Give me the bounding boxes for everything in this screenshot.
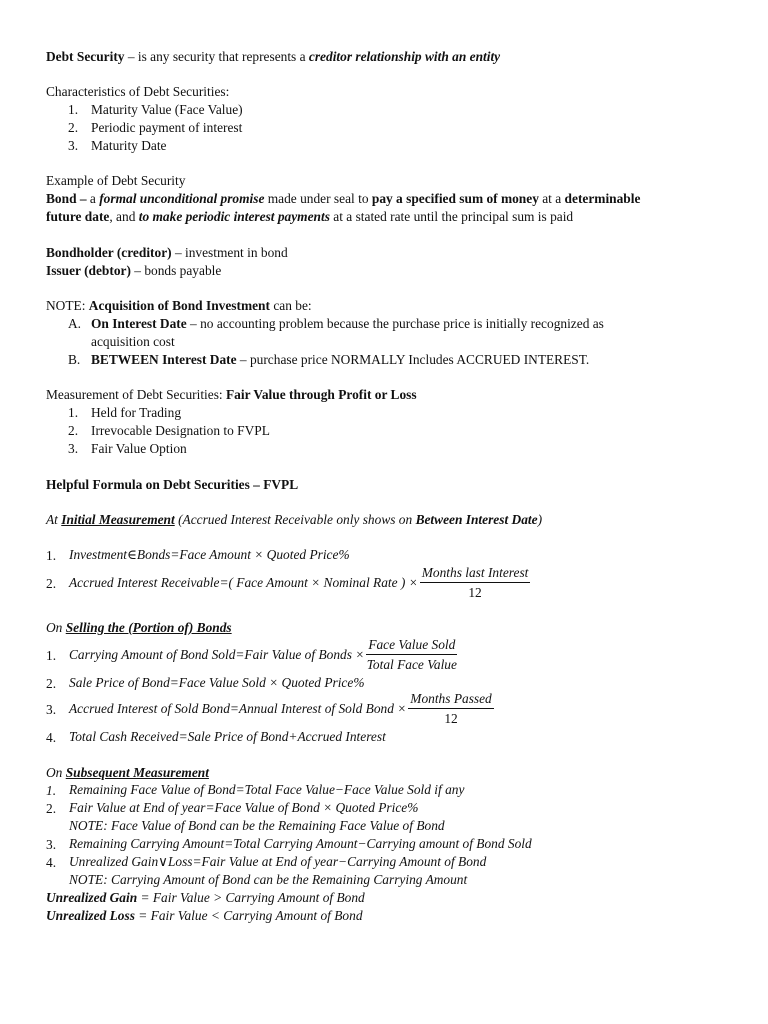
- term: Unrealized Gain: [46, 890, 138, 905]
- formula-text: Accrued Interest of Sold Bond=Annual Interest of Sold Bond ×: [69, 701, 407, 716]
- example-heading: Example of Debt Security: [46, 173, 186, 188]
- face-value-note: NOTE: Face Value of Bond can be the Remaining Face Value of Bond: [69, 818, 445, 833]
- section-title: Initial Measurement: [61, 512, 175, 527]
- bond-definition-line2: [46, 208, 573, 225]
- list-item-continuation: acquisition cost: [91, 334, 175, 349]
- text: On: [46, 765, 66, 780]
- formula-accrued-interest-sold: [69, 690, 494, 727]
- formula-number: 1.: [46, 648, 57, 663]
- formula-remaining-carrying: Remaining Carrying Amount=Total Carrying Amount−Carrying amount of Bond Sold: [69, 836, 532, 851]
- formula-number: 2.: [46, 801, 57, 816]
- formula-number: 4.: [46, 730, 57, 745]
- term: Bond –: [46, 191, 90, 206]
- list-item: Maturity Value (Face Value): [91, 102, 243, 117]
- definition-text: – is any security that represents a: [124, 49, 309, 64]
- formula-accrued-interest: [69, 564, 530, 601]
- term: BETWEEN Interest Date: [91, 352, 237, 367]
- numerator: Months last Interest: [420, 564, 531, 583]
- list-letter: A.: [68, 316, 82, 331]
- term: Bondholder (creditor): [46, 245, 172, 260]
- denominator: 12: [444, 711, 458, 726]
- formula-number: 4.: [46, 855, 57, 870]
- list-number: 3.: [68, 138, 79, 153]
- helpful-formula-title: Helpful Formula on Debt Securities – FVPL: [46, 477, 299, 492]
- list-item: Irrevocable Designation to FVPL: [91, 423, 270, 438]
- section-title: Subsequent Measurement: [65, 765, 209, 780]
- list-number: 2.: [68, 423, 79, 438]
- emphasis: formal unconditional promise: [99, 191, 265, 206]
- numerator: Months Passed: [408, 690, 493, 709]
- text: ): [537, 512, 543, 527]
- formula-total-cash: Total Cash Received=Sale Price of Bond+Accrued Interest: [69, 729, 386, 744]
- emphasis: Between Interest Date: [415, 512, 538, 527]
- text: On: [46, 620, 66, 635]
- term: Unrealized Loss: [46, 908, 135, 923]
- denominator: Total Face Value: [366, 657, 457, 672]
- formula-number: 2.: [46, 676, 57, 691]
- text: – no accounting problem because the purchase price is initially recognized as: [186, 316, 604, 331]
- list-item: [91, 315, 604, 332]
- formula-number: 3.: [46, 837, 57, 852]
- formula-number: 1.: [46, 548, 57, 563]
- list-item: Held for Trading: [91, 405, 182, 420]
- text: a: [89, 191, 100, 206]
- section-title: Selling the (Portion of) Bonds: [65, 620, 232, 635]
- list-item: Periodic payment of interest: [91, 120, 243, 135]
- unrealized-loss-line: [46, 907, 363, 924]
- text: = Fair Value > Carrying Amount of Bond: [137, 890, 365, 905]
- text: = Fair Value < Carrying Amount of Bond: [134, 908, 363, 923]
- text: NOTE:: [46, 298, 89, 313]
- formula-text: Carrying Amount of Bond Sold=Fair Value of Bonds ×: [69, 647, 365, 662]
- unrealized-gain-line: [46, 889, 365, 906]
- initial-measurement-heading: [46, 511, 542, 528]
- subsequent-heading: [46, 764, 209, 781]
- list-number: 2.: [68, 120, 79, 135]
- denominator: 12: [468, 585, 482, 600]
- debt-security-definition: [46, 48, 500, 65]
- term: Fair Value through Profit or Loss: [225, 387, 417, 402]
- term: Acquisition of Bond Investment: [88, 298, 270, 313]
- list-number: 1.: [68, 102, 79, 117]
- formula-sale-price: Sale Price of Bond=Face Value Sold × Quoted Price%: [69, 675, 365, 690]
- issuer-line: [46, 262, 221, 279]
- text: at a: [538, 191, 565, 206]
- formula-carrying-amount-sold: [69, 636, 457, 673]
- fraction: [366, 636, 457, 673]
- list-number: 3.: [68, 441, 79, 456]
- text: can be:: [269, 298, 312, 313]
- formula-remaining-face-value: Remaining Face Value of Bond=Total Face Value−Face Value Sold if any: [69, 782, 465, 797]
- text: made under seal to: [264, 191, 372, 206]
- characteristics-heading: Characteristics of Debt Securities:: [46, 84, 230, 99]
- formula-number: 3.: [46, 702, 57, 717]
- text: At: [46, 512, 62, 527]
- formula-fair-value-end: Fair Value at End of year=Face Value of Bond × Quoted Price%: [69, 800, 419, 815]
- definition-emphasis: creditor relationship with an entity: [308, 49, 501, 64]
- acquisition-note: [46, 297, 312, 314]
- term: On Interest Date: [91, 316, 187, 331]
- formula-number: 2.: [46, 576, 57, 591]
- numerator: Face Value Sold: [366, 636, 457, 655]
- text: , and: [109, 209, 139, 224]
- list-item: Maturity Date: [91, 138, 167, 153]
- list-letter: B.: [68, 352, 81, 367]
- text: (Accrued Interest Receivable only shows on: [174, 512, 416, 527]
- text: – purchase price NORMALLY Includes ACCRUED INTEREST.: [236, 352, 590, 367]
- list-item: [91, 351, 589, 368]
- bondholder-line: [46, 244, 288, 261]
- text: at a stated rate until the principal sum is paid: [329, 209, 574, 224]
- emphasis: future date: [46, 209, 110, 224]
- fraction: [420, 564, 531, 601]
- fraction: [408, 690, 493, 727]
- formula-text: Accrued Interest Receivable=( Face Amount × Nominal Rate ) ×: [69, 575, 418, 590]
- list-item: Fair Value Option: [91, 441, 187, 456]
- measurement-heading: [46, 386, 417, 403]
- emphasis: pay a specified sum of money: [371, 191, 539, 206]
- list-number: 1.: [68, 405, 79, 420]
- carrying-amount-note: NOTE: Carrying Amount of Bond can be the Remaining Carrying Amount: [69, 872, 468, 887]
- formula-unrealized-gain-loss: Unrealized Gain∨Loss=Fair Value at End of year−Carrying Amount of Bond: [69, 854, 487, 869]
- emphasis: to make periodic interest payments: [138, 209, 330, 224]
- emphasis: determinable: [564, 191, 641, 206]
- text: Measurement of Debt Securities:: [46, 387, 226, 402]
- formula-number: 1.: [46, 783, 57, 798]
- bond-definition-line1: [46, 190, 640, 207]
- formula-investment: Investment∈Bonds=Face Amount × Quoted Price%: [69, 547, 350, 562]
- term: Debt Security: [46, 49, 125, 64]
- selling-heading: [46, 619, 232, 636]
- text: – bonds payable: [130, 263, 222, 278]
- term: Issuer (debtor): [46, 263, 131, 278]
- text: – investment in bond: [171, 245, 288, 260]
